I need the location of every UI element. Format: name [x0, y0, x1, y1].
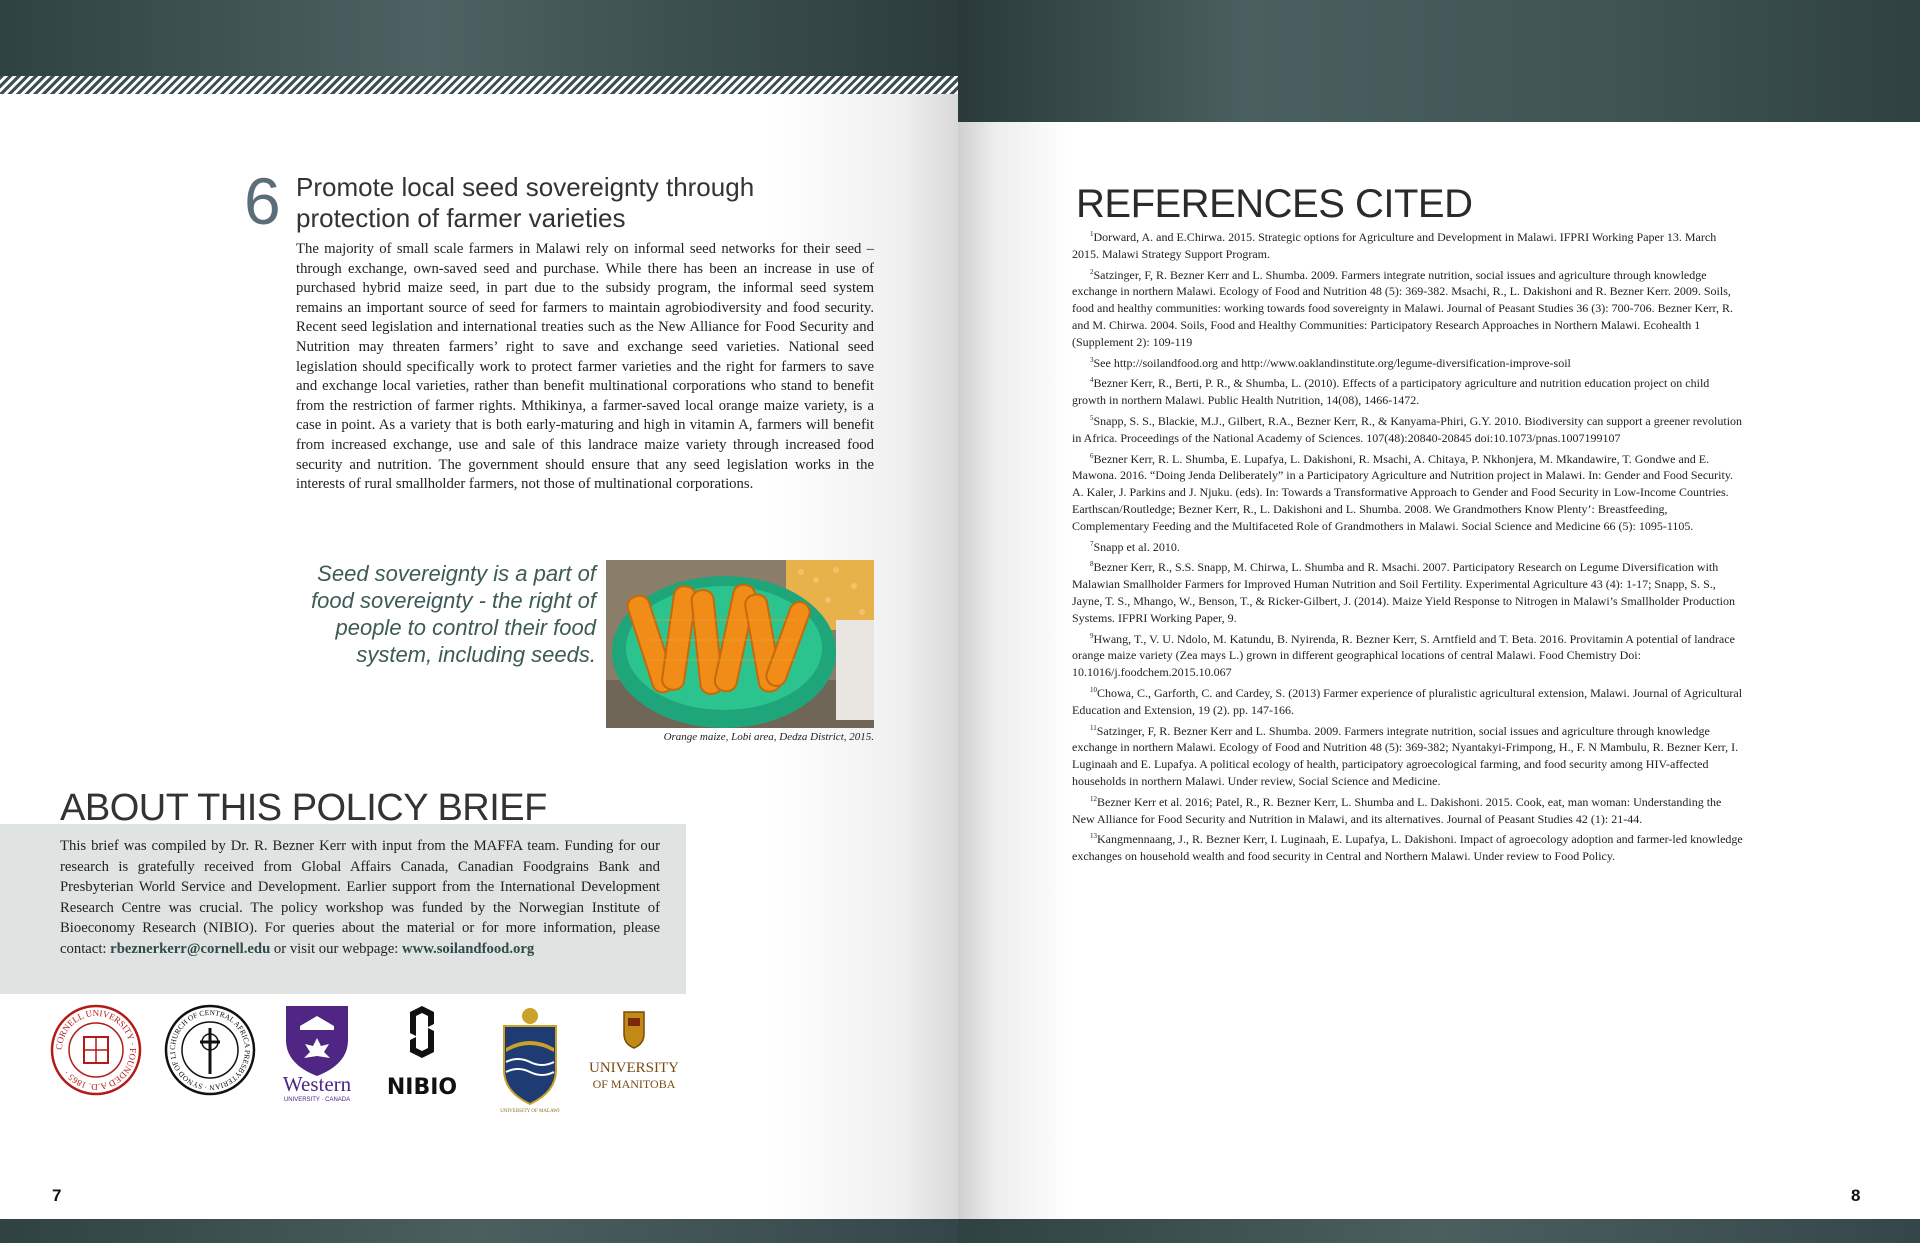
reference-number: 11	[1090, 723, 1097, 732]
about-text-body: This brief was compiled by Dr. R. Bezner Kerr with input from the MAFFA team. Funding for our research is gratefully received from Global Affairs Canada, Canadian Foodgrains Bank and Presbyterian World Service and Development. Earlier support from the International Development Research Centre was crucial. The policy workshop was funded by the Norwegian Institute of Bioeconomy Research (NIBIO). For queries about the material or for more information, please contact:	[60, 838, 660, 957]
reference-item	[1072, 559, 1744, 626]
website-link[interactable]: www.soilandfood.org	[402, 940, 535, 957]
reference-text: Bezner Kerr et al. 2016; Patel, R., R. Bezner Kerr, L. Shumba and L. Dakishoni. 2015. Cook, eat, man woman: Understanding the New Alliance for Food Security and Nutrition in Malawi, and its alternatives. Journal of Peasant Studies 42 (1): 21-44.	[1072, 794, 1722, 826]
reference-text: Bezner Kerr, R. L. Shumba, E. Lupafya, L. Dakishoni, R. Msachi, A. Chitaya, P. Nkhonjera, M. Mkandawire, T. Gondwe and E. Mawona. 2016. “Doing Jenda Deliberately” in a Participatory Agriculture and Nutrition project in Malawi. In: Gender and Food Security. A. Kaler, J. Parkins and J. Njuku. (eds). In: Towards a Transformative Approach to Gender and Food Security in Low-Income Countries. Earthscan/Routledge; Bezner Kerr, R., L. Dakishoni and L. Shumba. 2008. We Grandmothers Know Plenty’: Breastfeeding, Complementary Feeding and the Multifaceted Role of Grandmothers in Malawi. Social Science and Medicine 66 (5): 1095-1105.	[1072, 451, 1734, 533]
reference-item	[1072, 229, 1744, 263]
top-header-band	[0, 0, 958, 76]
contact-email-link[interactable]: rbeznerkerr@cornell.edu	[110, 940, 271, 957]
reference-item	[1072, 413, 1744, 447]
bottom-band-left	[0, 1219, 958, 1243]
reference-number: 9	[1090, 631, 1094, 640]
references-list	[1072, 229, 1744, 869]
malawi-wordmark: UNIVERSITY OF MALAWI	[500, 1109, 560, 1114]
cornell-ring-text: CORNELL UNIVERSITY · FOUNDED A.D. 1865 ·	[53, 1007, 139, 1093]
university-of-malawi-logo	[494, 1004, 566, 1119]
manitoba-line2: OF MANITOBA	[592, 1077, 676, 1091]
cornell-logo	[50, 1004, 142, 1101]
page-number-left: 7	[52, 1186, 62, 1205]
section-number: 6	[244, 164, 281, 238]
pull-quote: Seed sovereignty is a part of food sovereignty - the right of people to control their food system, including seeds.	[311, 561, 596, 667]
bottom-band-right	[958, 1219, 1920, 1243]
reference-item	[1072, 267, 1744, 351]
reference-text: Bezner Kerr, R., Berti, P. R., & Shumba, L. (2010). Effects of a participatory agriculture and nutrition education project on child growth in northern Malawi. Public Health Nutrition, 14(08), 1466-1472.	[1072, 376, 1710, 408]
ccap-ring-text: CHURCH OF CENTRAL AFRICA PRESBYTERIAN · SYNOD OF LI	[167, 1007, 253, 1093]
references-title: REFERENCES CITED	[1076, 182, 1473, 226]
nibio-logo	[380, 1004, 464, 1109]
reference-text: Hwang, T., V. U. Ndolo, M. Katundu, B. Nyirenda, R. Bezner Kerr, S. Arntfield and T. Beta. 2016. Provitamin A potential of landrace orange maize variety (Zea mays L.) grown in different geographical locations of central Malawi. Food Chemistry Doi: 10.1016/j.foodchem.2015.10.067	[1072, 631, 1735, 680]
reference-item	[1072, 539, 1744, 556]
reference-text: Satzinger, F, R. Bezner Kerr and L. Shumba. 2009. Farmers integrate nutrition, social issues and agriculture through knowledge exchange in northern Malawi. Ecology of Food and Nutrition 48 (5): 369-382; Nyantakyi-Frimpong, H., F. N Mambulu, R. Bezner Kerr, I. Luginaah and E. Lupafya. A political ecology of health, participatory agroecological farming, and food security among HIV-affected households in northern Malawi. Under review, Social Science and Medicine.	[1072, 723, 1739, 788]
reference-number: 10	[1090, 685, 1097, 694]
photo-caption: Orange maize, Lobi area, Dedza District, 2015.	[663, 731, 874, 743]
about-text-tail: or visit our webpage:	[273, 940, 399, 957]
ccap-livingstonia-logo	[164, 1004, 256, 1101]
left-page	[0, 0, 958, 1243]
reference-item	[1072, 451, 1744, 535]
reference-item	[1072, 685, 1744, 719]
section-title: Promote local seed sovereignty through protection of farmer varieties	[296, 172, 755, 233]
reference-number: 6	[1090, 451, 1094, 460]
reference-number: 4	[1090, 376, 1094, 385]
reference-item	[1072, 723, 1744, 790]
reference-number: 2	[1090, 267, 1094, 276]
nibio-wordmark: NIBIO	[386, 1075, 458, 1100]
manitoba-line1: UNIVERSITY	[589, 1060, 679, 1076]
western-subtitle: UNIVERSITY · CANADA	[283, 1097, 351, 1103]
reference-text: Snapp, S. S., Blackie, M.J., Gilbert, R.A., Bezner Kerr, R., & Kanyama-Phiri, G.Y. 2010. Biodiversity can support a greener revolution in Africa. Proceedings of the National Academy of Sciences. 107(48):20840-20845 doi:10.1073/pnas.1007199107	[1072, 413, 1743, 445]
reference-text: Chowa, C., Garforth, C. and Cardey, S. (2013) Farmer experience of pluralistic agricultural extension, Malawi. Journal of Agricultural Education and Extension, 19 (2). pp. 147-166.	[1072, 685, 1743, 717]
western-wordmark: Western	[282, 1072, 352, 1096]
reference-number: 13	[1090, 832, 1097, 841]
orange-maize-photo	[606, 560, 874, 728]
reference-text: Dorward, A. and E.Chirwa. 2015. Strategic options for Agriculture and Development in Malawi. IFPRI Working Paper 13. March 2015. Malawi Strategy Support Program.	[1072, 230, 1717, 261]
about-text	[60, 836, 660, 960]
reference-text: Satzinger, F, R. Bezner Kerr and L. Shumba. 2009. Farmers integrate nutrition, social issues and agriculture through knowledge exchange in northern Malawi. Ecology of Food and Nutrition 48 (5): 369-382. Msachi, R., L. Dakishoni and R. Bezner Kerr. 2009. Soils, food and healthy communities: working towards food sovereignty in Malawi. Journal of Peasant Studies 36 (3): 700-706. Bezner Kerr, R. and M. Chirwa. 2004. Soils, Food and Healthy Communities: Participatory Research Approaches in Northern Malawi. Ecohealth 1 (Supplement 2): 109-119	[1072, 267, 1734, 349]
reference-number: 8	[1090, 560, 1094, 569]
section-body: The majority of small scale farmers in Malawi rely on informal seed networks for their seed – through exchange, own-saved seed and purchase. While there has been an increase in use of purchased hybrid maize seed, in part due to the subsidy program, the informal seed system remains an important source of seed for farmers to maintain agrobiodiversity and food security. Recent seed legislation and international treaties such as the New Alliance for Food Security and Nutrition may threaten farmers’ right to save and exchange seed varieties. National seed legislation should specifically work to protect farmer varieties and the right for farmers to save and exchange local varieties, rather than benefit multinational corporations who stand to benefit from the restriction of farmer rights. Mthikinya, a farmer-saved local orange maize variety, is a case in point. As a variety that is both early-maturing and high in vitamin A, farmers will benefit from increased exchange, use and sale of this landrace maize variety through increased food security and nutrition. The government should ensure that any seed legislation works in the interests of rural smallholder farmers, not those of multinational corporations.	[296, 241, 874, 493]
reference-number: 1	[1090, 230, 1094, 238]
reference-item	[1072, 355, 1744, 372]
university-of-manitoba-logo	[584, 1004, 684, 1105]
hatched-divider	[0, 76, 958, 94]
reference-item	[1072, 631, 1744, 681]
reference-number: 7	[1090, 539, 1094, 548]
western-university-logo	[272, 1004, 364, 1109]
reference-item	[1072, 794, 1744, 828]
reference-number: 12	[1090, 794, 1097, 803]
reference-text: See http://soilandfood.org and http://www.oaklandinstitute.org/legume-diversification-improve-soil	[1093, 355, 1571, 370]
reference-number: 3	[1090, 355, 1094, 364]
reference-number: 5	[1090, 413, 1094, 422]
about-title: ABOUT THIS POLICY BRIEF	[60, 787, 547, 829]
reference-text: Kangmennaang, J., R. Bezner Kerr, I. Luginaah, E. Lupafya, L. Dakishoni. Impact of agroecology adoption and farmer-led knowledge exchanges on household wealth and food security in Central and Northern Malawi. Under review to Food Policy.	[1072, 832, 1743, 864]
top-header-band-right	[958, 0, 1920, 122]
right-page	[958, 0, 1920, 1243]
reference-item	[1072, 831, 1744, 865]
page-number-right: 8	[1851, 1186, 1861, 1205]
reference-text: Snapp et al. 2010.	[1093, 539, 1180, 554]
reference-item	[1072, 375, 1744, 409]
reference-text: Bezner Kerr, R., S.S. Snapp, M. Chirwa, L. Shumba and R. Msachi. 2007. Participatory Research on Legume Diversification with Malawian Smallholder Farmers for Improved Human Nutrition and Soil Fertility. Experimental Agriculture 43 (4): 1-17; Snapp, S. S., Jayne, T. S., Mhango, W., Benson, T., & Ricker-Gilbert, J. (2014). Maize Yield Response to Nitrogen in Malawi’s Smallholder Production Systems. IFPRI Working Paper, 9.	[1072, 560, 1736, 625]
